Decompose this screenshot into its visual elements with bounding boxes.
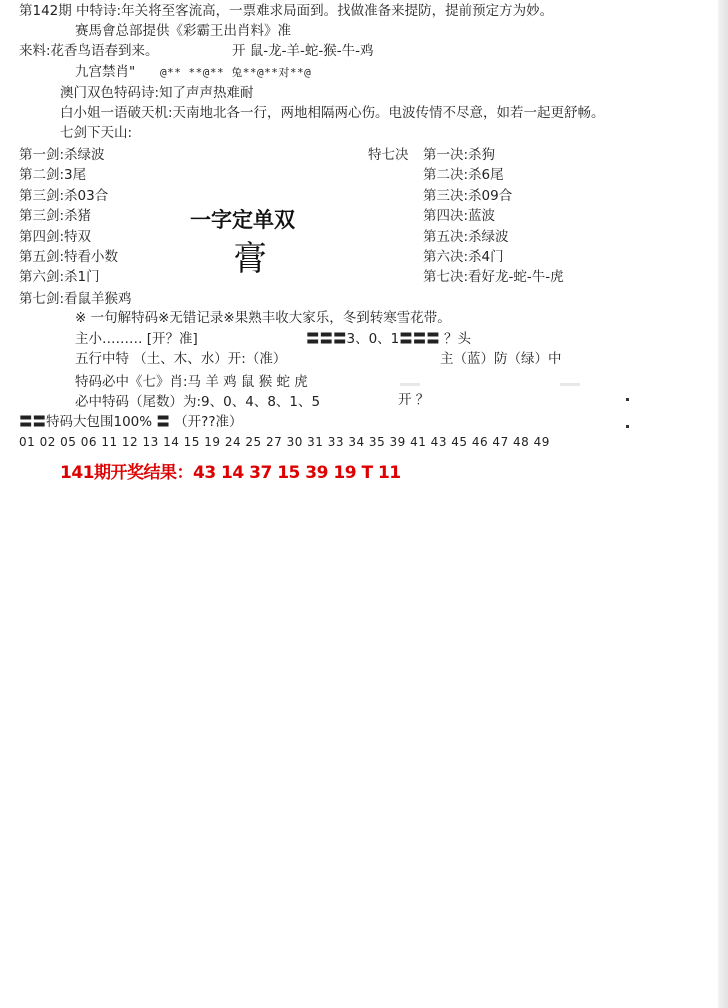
draw-result: 141期开奖结果：43 14 37 15 39 19 T 11 <box>60 463 401 483</box>
jiugong-code: @** **@** 兔**@**对**@ <box>160 66 312 79</box>
right-item-3: 第三决:杀09合 <box>423 188 513 204</box>
color-wave-line: 主（蓝）防（绿）中 <box>440 351 562 367</box>
qijian-heading: 七剑下天山: <box>60 125 133 141</box>
stray-dot <box>626 398 629 401</box>
tail-open-mark: 开 ？ <box>398 392 430 408</box>
tail-number-line: 必中特码（尾数）为:9、0、4、8、1、5 <box>75 394 321 410</box>
left-item-8: 第七剑:看鼠羊猴鸡 <box>19 291 132 307</box>
left-item-7: 第六剑:杀1门 <box>19 269 100 285</box>
main-small-line: 主小……… [开？准] <box>75 331 198 347</box>
number-list: 01 02 05 06 11 12 13 14 15 19 24 25 27 30 31 33 34 35 39 41 43 45 46 47 48 49 <box>19 435 550 449</box>
bao-wei-line: 〓〓特码大包围100% 〓 （开??准） <box>19 414 243 430</box>
poem-line: 第142期 中特诗:年关将至客流高，一票难求局面到。找做准备来提防，提前预定方为妙。 <box>19 3 554 19</box>
head-number-line: 〓〓〓3、0、1〓〓〓 ？头 <box>306 331 472 347</box>
one-line-hint: ※ 一句解特码※无错记录※果熟丰收大家乐，冬到转寒雪花带。 <box>75 310 451 326</box>
scan-mark <box>560 383 580 386</box>
right-item-7: 第七决:看好龙-蛇-牛-虎 <box>423 269 564 285</box>
scan-mark <box>400 383 420 386</box>
jiugong-label: 九宫禁肖" <box>75 64 136 80</box>
big-title: 一字定单双 <box>190 207 295 232</box>
tqj-label: 特七决 <box>368 147 409 163</box>
right-item-2: 第二决:杀6尾 <box>423 167 504 183</box>
right-item-1: 第一决:杀狗 <box>423 147 496 163</box>
left-item-5: 第四剑:特双 <box>19 229 92 245</box>
right-item-4: 第四决:蓝波 <box>423 208 496 224</box>
left-item-4: 第三剑:杀猪 <box>19 208 92 224</box>
seven-zodiac-line: 特码必中《七》肖:马 羊 鸡 鼠 猴 蛇 虎 <box>75 374 308 390</box>
laiyao-line: 来料:花香鸟语春到来。 <box>19 43 159 59</box>
left-item-3: 第三剑:杀03合 <box>19 188 109 204</box>
left-item-1: 第一剑:杀绿波 <box>19 147 105 163</box>
left-item-2: 第二剑:3尾 <box>19 167 87 183</box>
right-item-6: 第六决:杀4门 <box>423 249 504 265</box>
left-item-6: 第五剑:特看小数 <box>19 249 119 265</box>
wuxing-line: 五行中特 （土、木、水）开:（准） <box>75 351 287 367</box>
source-line: 赛馬會总部提供《彩霸王出肖料》准 <box>75 23 291 39</box>
baixiaojie-line: 白小姐一语破天机:天南地北各一行，两地相隔两心伤。电波传情不尽意，如若一起更舒畅。 <box>60 105 605 121</box>
macau-poem: 澳门双色特码诗:知了声声热难耐 <box>60 85 254 101</box>
laiyao-zodiac: 开 鼠-龙-羊-蛇-猴-牛-鸡 <box>232 43 374 59</box>
big-character: 膏 <box>233 239 267 279</box>
right-item-5: 第五决:杀绿波 <box>423 229 509 245</box>
stray-dot <box>626 425 629 428</box>
page-edge-shadow <box>718 0 728 1008</box>
